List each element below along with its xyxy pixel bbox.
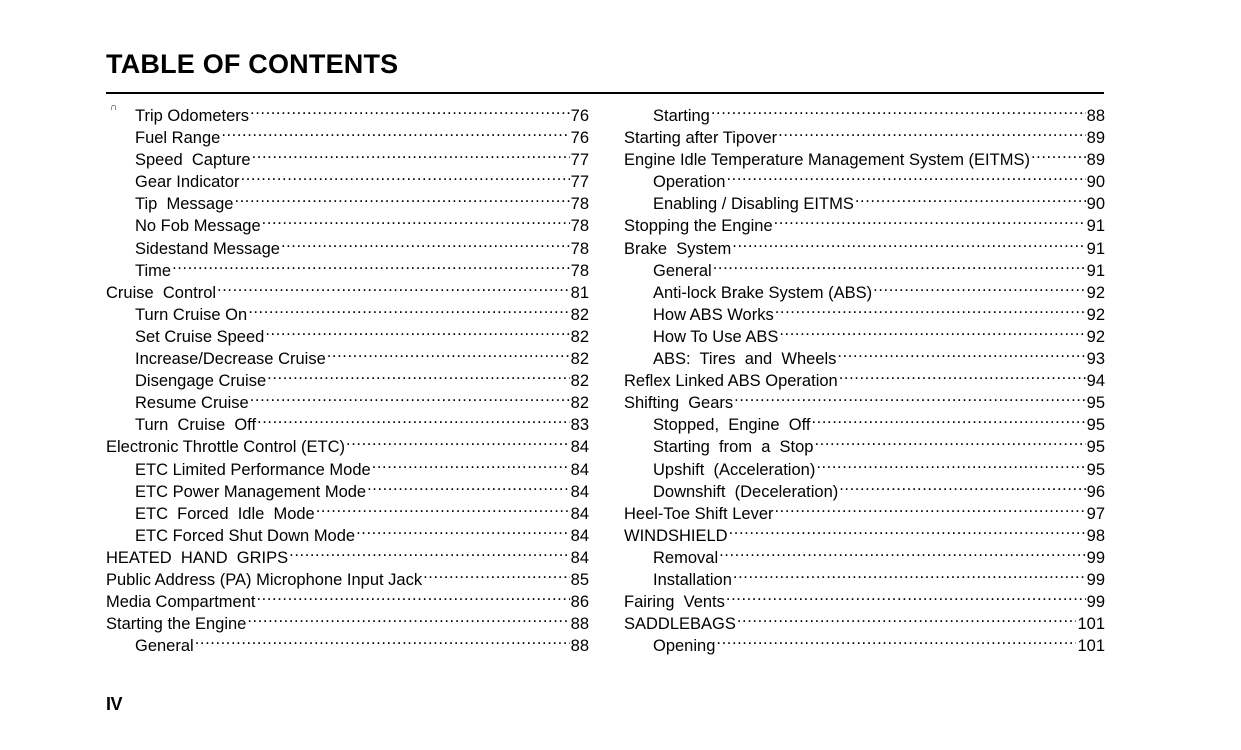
dot-leader [289,541,570,563]
toc-entry-page-number: 95 [1086,416,1105,435]
toc-entry-page-number: 78 [570,217,589,236]
toc-entry-label: Time [135,261,172,280]
toc-entry-label: Downshift (Deceleration) [653,482,839,501]
toc-entry-label: ETC Forced Shut Down Mode [135,526,356,545]
toc-entry-label: Opening [653,637,716,656]
dot-leader [423,563,570,585]
toc-entry-page-number: 77 [570,173,589,192]
toc-entry-label: Resume Cruise [135,394,249,413]
toc-entry-label: Stopping the Engine [624,217,773,236]
toc-entry-page-number: 90 [1086,195,1105,214]
toc-entry-label: How ABS Works [653,305,774,324]
dot-leader [811,408,1085,430]
dot-leader [839,364,1086,386]
toc-entry-page-number: 82 [570,305,589,324]
toc-entry-page-number: 82 [570,372,589,391]
dot-leader [733,563,1086,585]
toc-entry-label: Disengage Cruise [135,372,267,391]
title-divider [106,92,1104,94]
toc-entry-page-number: 93 [1086,350,1105,369]
toc-entry-label: Increase/Decrease Cruise [135,350,326,369]
toc-entry-label: Starting after Tipover [624,129,778,148]
dot-leader [346,430,570,452]
toc-entry-label: Starting [653,107,710,125]
toc-column-right [624,99,1105,656]
dot-leader [778,121,1085,143]
toc-entry[interactable] [624,99,1105,125]
toc-entry-page-number: 91 [1086,261,1105,280]
toc-entry-page-number: 91 [1086,239,1105,258]
scan-artifact-icon: ∩ [110,102,118,113]
toc-entry-page-number: 78 [570,239,589,258]
toc-entry-page-number: 92 [1086,305,1105,324]
dot-leader [241,165,570,187]
dot-leader [855,187,1086,209]
toc-entry-page-number: 78 [570,195,589,214]
dot-leader [257,408,570,430]
toc-entry-label: Tip Message [135,195,234,214]
toc-entry-label: No Fob Message [135,217,261,236]
dot-leader [737,607,1077,629]
toc-entry-label: Shifting Gears [624,394,734,413]
toc-entry-page-number: 86 [570,593,589,612]
dot-leader [1031,143,1086,165]
toc-entry-page-number: 84 [570,482,589,501]
toc-entry-label: WINDSHIELD [624,526,728,545]
toc-entry-label: Starting the Engine [106,615,247,634]
toc-entry-label: ABS: Tires and Wheels [653,350,837,369]
toc-entry[interactable] [106,99,589,125]
dot-leader [281,232,570,254]
toc-entry-page-number: 99 [1086,548,1105,567]
toc-entry-page-number: 84 [570,438,589,457]
toc-entry-label: ETC Power Management Mode [135,482,367,501]
dot-leader [267,364,569,386]
toc-entry-page-number: 82 [570,394,589,413]
dot-leader [839,475,1085,497]
toc-entry-label: General [135,637,194,656]
dot-leader [195,629,570,651]
toc-entry-label: Fairing Vents [624,593,725,612]
toc-entry-page-number: 88 [1086,107,1105,125]
toc-entry-page-number: 95 [1086,460,1105,479]
toc-entry-label: SADDLEBAGS [624,615,736,634]
toc-entry-page-number: 99 [1086,593,1105,612]
dot-leader [711,99,1086,121]
dot-leader [252,143,570,165]
dot-leader [262,209,570,231]
toc-entry-page-number: 94 [1086,372,1105,391]
toc-entry-page-number: 76 [570,129,589,148]
toc-entry-label: ETC Limited Performance Mode [135,460,371,479]
toc-entry-page-number: 101 [1077,615,1105,634]
toc-entry-label: Cruise Control [106,283,217,302]
toc-entry-label: Operation [653,173,726,192]
toc-entry-label: Anti-lock Brake System (ABS) [653,283,873,302]
toc-entry-page-number: 77 [570,151,589,170]
dot-leader [873,276,1086,298]
dot-leader [248,298,569,320]
toc-entry-page-number: 92 [1086,327,1105,346]
toc-entry-label: Stopped, Engine Off [653,416,811,435]
dot-leader [816,453,1085,475]
toc-entry-page-number: 97 [1086,504,1105,523]
dot-leader [779,320,1085,342]
toc-entry-page-number: 88 [570,615,589,634]
dot-leader [356,519,570,541]
toc-entry-page-number: 95 [1086,394,1105,413]
dot-leader [316,497,570,519]
toc-entry-label: General [653,261,712,280]
toc-entry-page-number: 83 [570,416,589,435]
toc-entry-page-number: 92 [1086,283,1105,302]
dot-leader [729,519,1086,541]
dot-leader [250,386,570,408]
toc-entry-label: HEATED HAND GRIPS [106,548,289,567]
page-title: TABLE OF CONTENTS [106,49,399,79]
toc-entry-label: Electronic Throttle Control (ETC) [106,438,346,457]
toc-entry-label: Engine Idle Temperature Management System (EITMS) [624,151,1030,170]
toc-entry-label: Media Compartment [106,593,256,612]
toc-column-left [106,99,589,656]
dot-leader [716,629,1076,651]
dot-leader [775,298,1086,320]
toc-entry-label: Set Cruise Speed [135,327,265,346]
toc-entry-label: Removal [653,548,719,567]
dot-leader [221,121,569,143]
dot-leader [256,585,569,607]
dot-leader [372,453,570,475]
toc-entry-label: Turn Cruise Off [135,416,257,435]
toc-entry-page-number: 96 [1086,482,1105,501]
toc-entry-label: Fuel Range [135,129,221,148]
toc-entry-page-number: 89 [1086,129,1105,148]
toc-entry[interactable] [106,276,589,302]
dot-leader [217,276,570,298]
dot-leader [719,541,1086,563]
toc-entry-label: ETC Forced Idle Mode [135,504,315,523]
dot-leader [726,585,1086,607]
toc-entry-label: Upshift (Acceleration) [653,460,816,479]
dot-leader [265,320,569,342]
dot-leader [732,232,1085,254]
toc-entry-label: Installation [653,570,732,589]
toc-entry-label: Reflex Linked ABS Operation [624,372,838,391]
dot-leader [775,497,1086,519]
toc-entry-page-number: 91 [1086,217,1105,236]
toc-entry-label: Gear Indicator [135,173,240,192]
toc-entry-page-number: 84 [570,504,589,523]
toc-entry-label: Enabling / Disabling EITMS [653,195,854,214]
dot-leader [713,254,1086,276]
dot-leader [234,187,569,209]
toc-entry-page-number: 82 [570,350,589,369]
toc-entry-page-number: 84 [570,460,589,479]
dot-leader [247,607,569,629]
toc-entry-page-number: 82 [570,327,589,346]
toc-entry-page-number: 101 [1077,637,1105,656]
page-number: IV [106,694,123,714]
toc-entry-page-number: 84 [570,548,589,567]
toc-entry-page-number: 84 [570,526,589,545]
toc-entry-page-number: 88 [570,637,589,656]
toc-entry-label: Brake System [624,239,732,258]
toc-entry-page-number: 89 [1086,151,1105,170]
toc-entry[interactable] [106,254,589,280]
dot-leader [726,165,1085,187]
toc-entry-label: Heel-Toe Shift Lever [624,504,774,523]
dot-leader [734,386,1086,408]
toc-entry-page-number: 99 [1086,570,1105,589]
dot-leader [172,254,570,276]
toc-entry-label: Sidestand Message [135,239,280,258]
toc-entry-label: Starting from a Stop [653,438,814,457]
dot-leader [815,430,1086,452]
toc-entry-page-number: 85 [570,570,589,589]
dot-leader [367,475,570,497]
toc-entry-label: Public Address (PA) Microphone Input Jack [106,570,423,589]
toc-entry-page-number: 98 [1086,526,1105,545]
toc-entry-label: How To Use ABS [653,327,779,346]
dot-leader [837,342,1085,364]
dot-leader [774,209,1086,231]
toc-entry-page-number: 78 [570,261,589,280]
toc-entry-page-number: 90 [1086,173,1105,192]
dot-leader [327,342,570,364]
dot-leader [250,99,570,121]
toc-entry-label: Speed Capture [135,151,251,170]
toc-entry-page-number: 76 [570,107,589,125]
toc-entry-label: Trip Odometers [135,107,250,125]
toc-entry-page-number: 81 [570,283,589,302]
toc-entry-page-number: 95 [1086,438,1105,457]
toc-entry-label: Turn Cruise On [135,305,248,324]
